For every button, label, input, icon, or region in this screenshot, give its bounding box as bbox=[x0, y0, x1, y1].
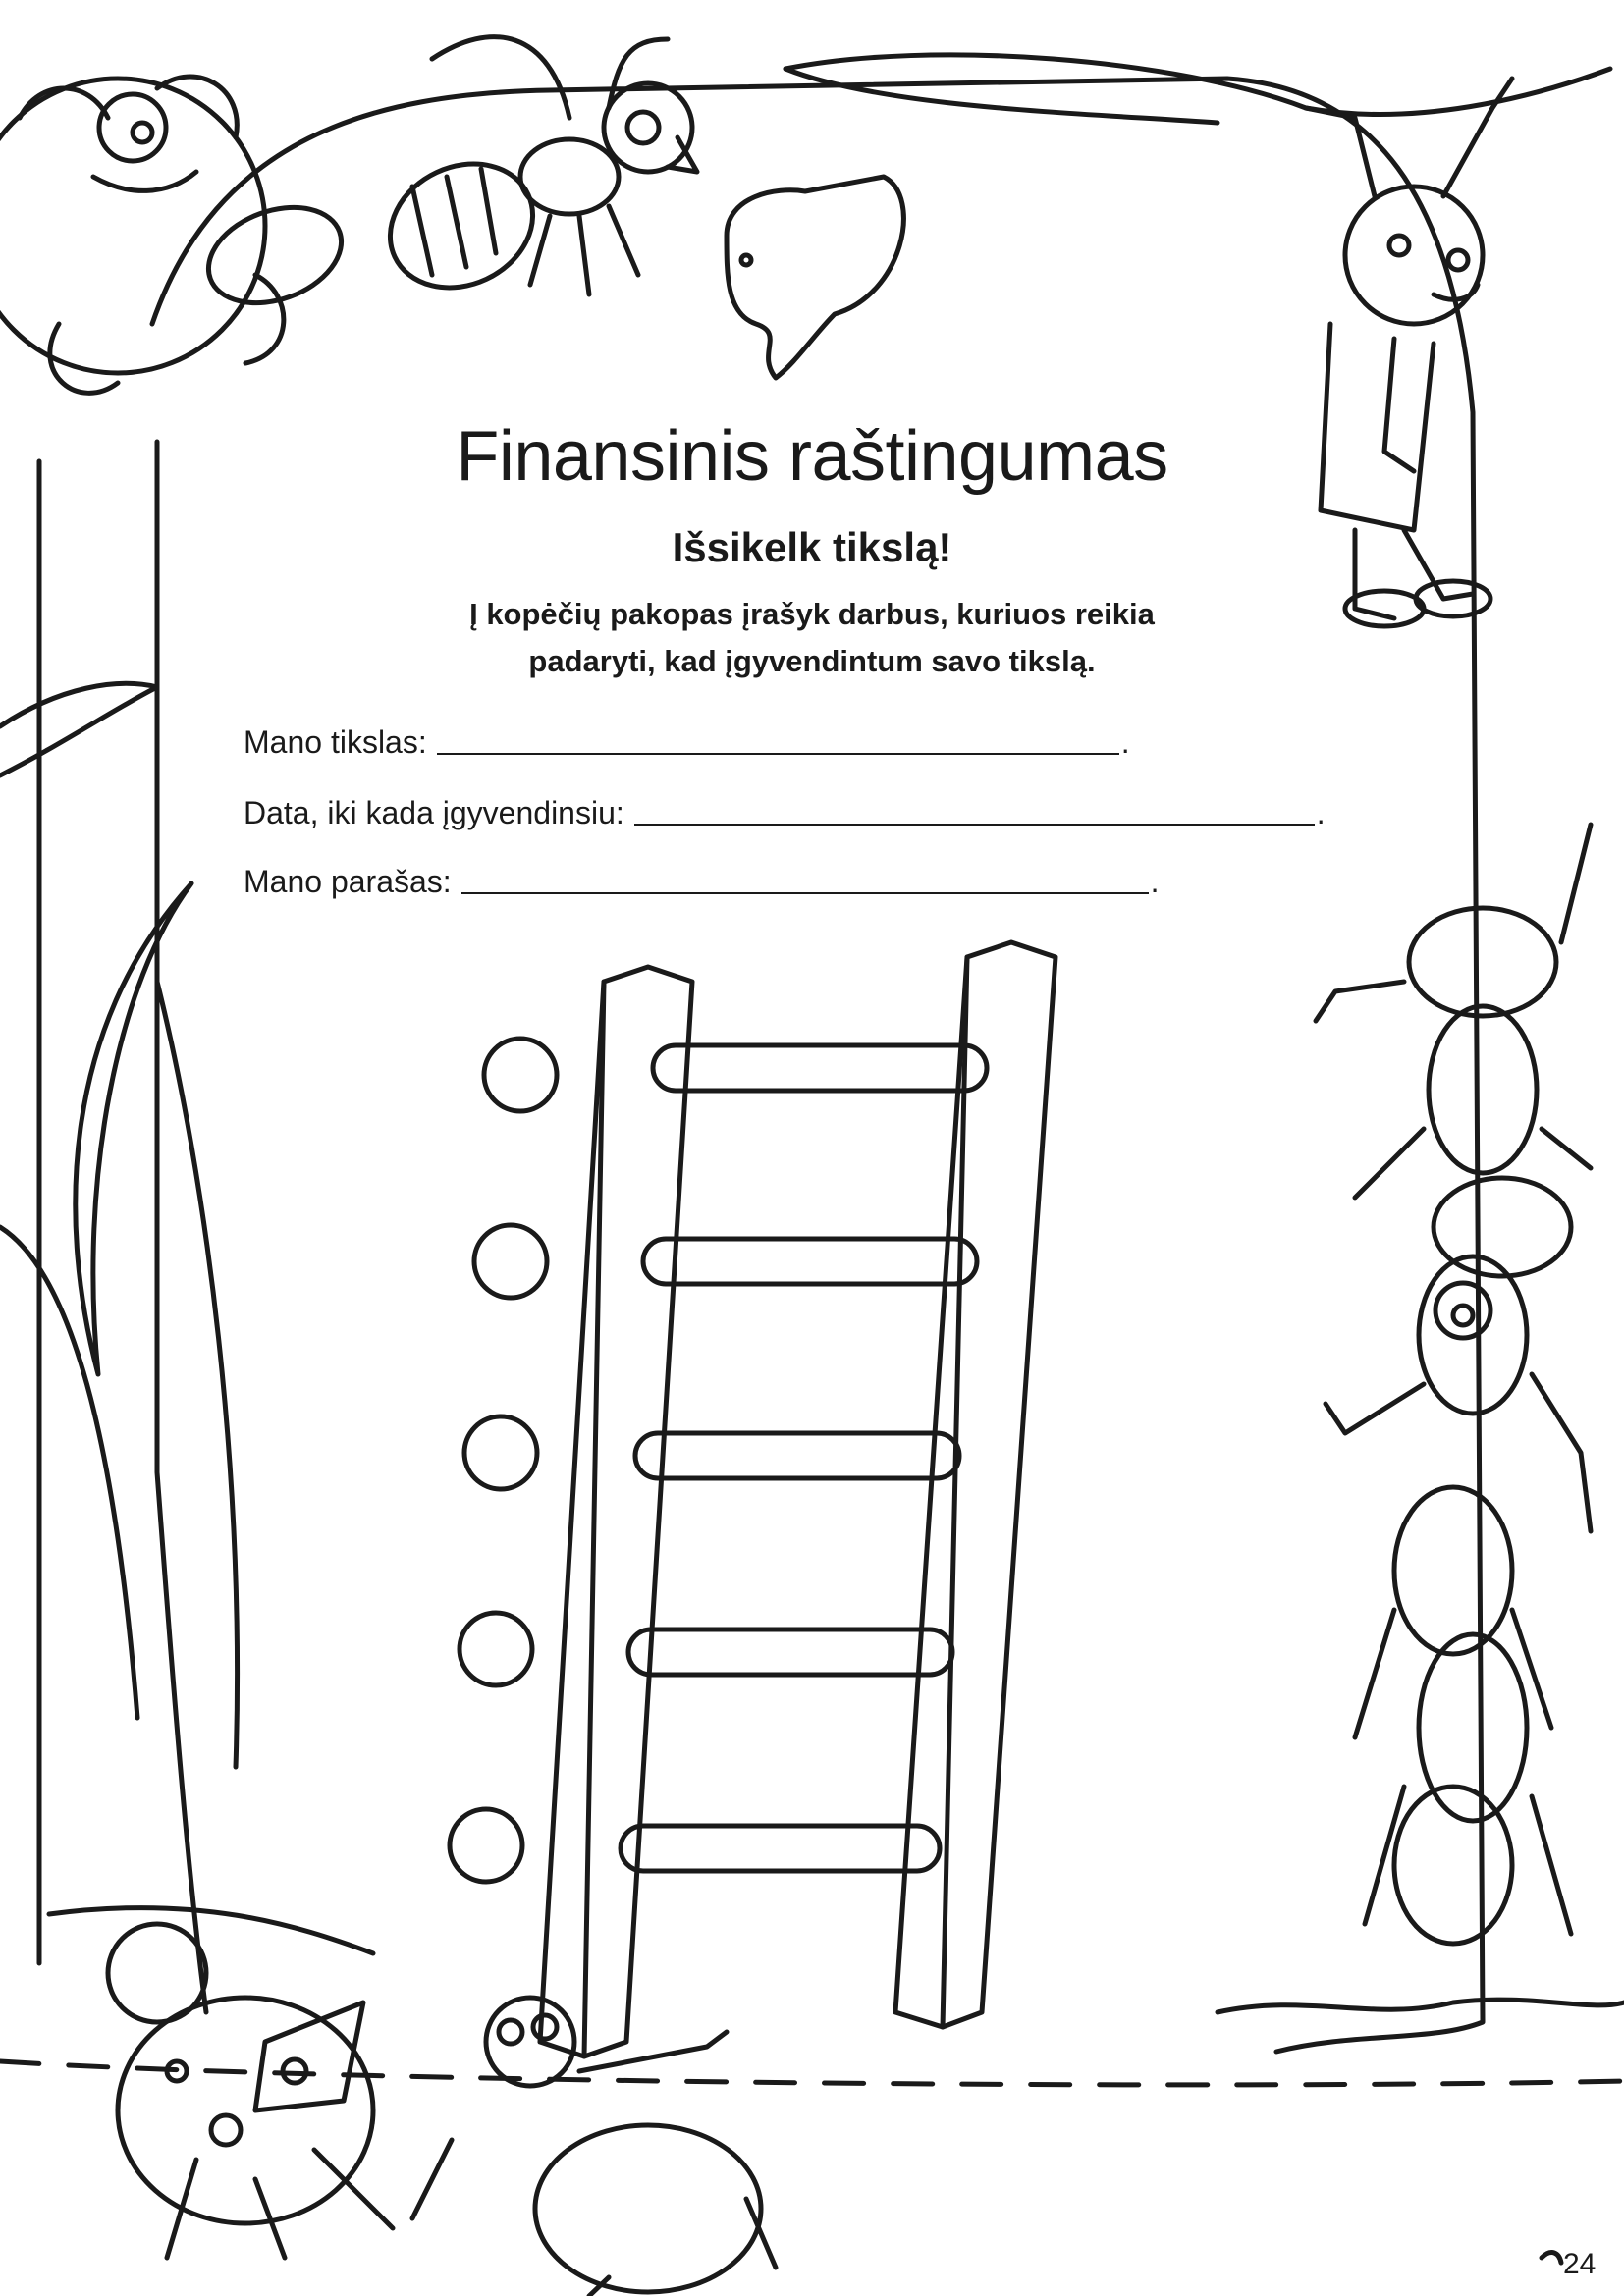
date-period: . bbox=[1316, 795, 1326, 830]
goal-period: . bbox=[1120, 724, 1130, 760]
tree-leaf bbox=[76, 883, 191, 1374]
signature-label: Mano parašas: bbox=[244, 864, 452, 899]
rung-checkbox bbox=[464, 1416, 537, 1489]
instruction-line-2: padaryti, kad įgyvendintum savo tikslą. bbox=[528, 644, 1096, 678]
rung-checkbox bbox=[484, 1039, 557, 1111]
page-frame bbox=[152, 79, 1483, 2052]
elephant-head-icon bbox=[727, 177, 903, 378]
signature-field bbox=[244, 864, 1160, 900]
goal-field bbox=[244, 724, 1130, 761]
signature-input[interactable] bbox=[461, 891, 1149, 894]
rung-checkbox bbox=[450, 1809, 522, 1882]
page-number: 24 bbox=[1563, 2248, 1597, 2280]
ladybug-icon bbox=[108, 1924, 393, 2258]
date-field bbox=[244, 795, 1326, 831]
rung-checkbox bbox=[474, 1225, 547, 1298]
rung-checkbox bbox=[460, 1613, 532, 1685]
flower-icon bbox=[0, 77, 354, 393]
goal-input[interactable] bbox=[437, 752, 1119, 755]
ladder-icon bbox=[540, 942, 1056, 2056]
ant-icon bbox=[1316, 825, 1591, 1944]
date-input[interactable] bbox=[634, 823, 1315, 826]
tree-leaf bbox=[0, 683, 157, 775]
bee-icon bbox=[370, 37, 697, 310]
instruction-line-1: Į kopėčių pakopas įrašyk darbus, kuriuos reikia bbox=[469, 597, 1155, 631]
goal-label: Mano tikslas: bbox=[244, 724, 427, 760]
page-title: Finansinis raštingumas bbox=[456, 417, 1168, 496]
date-label: Data, iki kada įgyvendinsiu: bbox=[244, 795, 624, 830]
ground bbox=[49, 1908, 1624, 2012]
signature-period: . bbox=[1150, 864, 1160, 899]
beetle-icon bbox=[412, 1998, 776, 2296]
page-subtitle: Išsikelk tikslą! bbox=[672, 524, 952, 570]
